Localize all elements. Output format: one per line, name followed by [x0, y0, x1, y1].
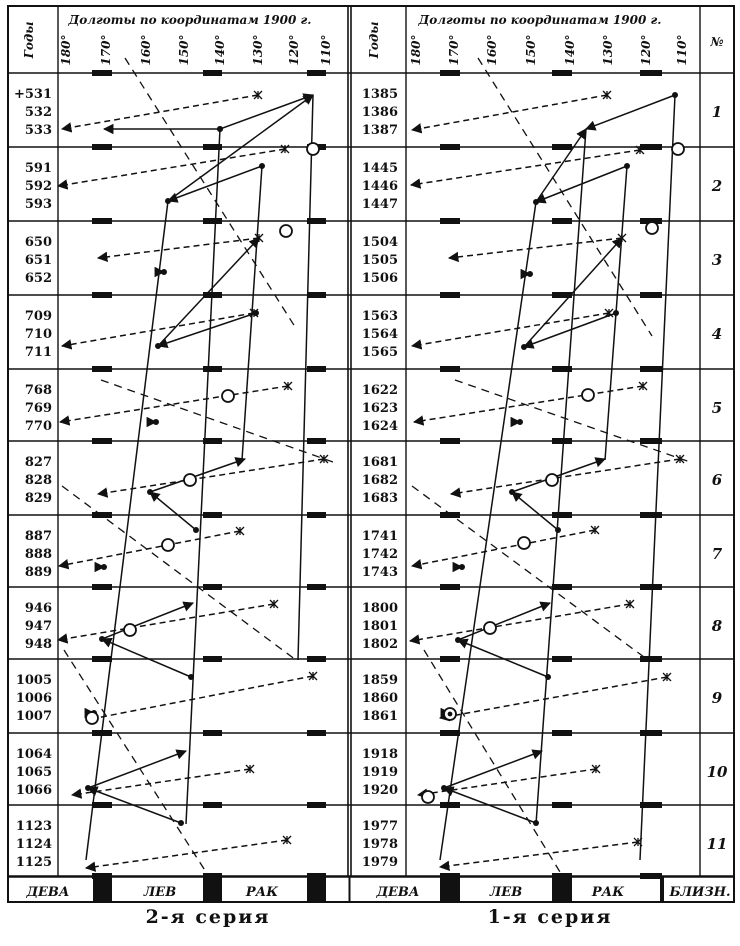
sign-boundary-mark — [440, 512, 460, 518]
year-label-right: 1565 — [361, 345, 398, 360]
year-label-right: 1742 — [361, 547, 398, 562]
sign-boundary-mark — [440, 366, 460, 372]
year-label-right: 1504 — [361, 235, 398, 250]
open-circle-marker — [518, 537, 530, 549]
sign-boundary-mark — [552, 70, 572, 76]
node-dot — [527, 271, 533, 277]
open-circle-marker — [184, 474, 196, 486]
node-dot — [153, 419, 159, 425]
sign-boundary-mark — [440, 656, 460, 662]
zodiac-label-right: РАК — [591, 885, 625, 900]
sign-boundary-mark — [307, 802, 326, 808]
open-circle-marker — [582, 389, 594, 401]
year-label-right: 1446 — [361, 179, 398, 194]
tick-label-right: 120° — [639, 34, 653, 66]
solid-eclipse-path — [444, 751, 542, 788]
sign-boundary-mark — [307, 512, 326, 518]
sign-boundary-mark — [203, 218, 222, 224]
diagonal-guide — [62, 486, 296, 660]
year-label-left: 1005 — [15, 673, 52, 688]
year-label-left: 1065 — [15, 765, 52, 780]
sign-boundary-mark — [203, 656, 222, 662]
year-label-right: 1445 — [361, 161, 398, 176]
series-caption-1: 1-я серия — [487, 906, 613, 928]
dashed-eclipse-path — [412, 95, 607, 130]
node-dot — [517, 419, 523, 425]
row-number: 2 — [711, 177, 723, 195]
year-label-right: 1505 — [361, 253, 398, 268]
solid-eclipse-path — [102, 639, 191, 677]
node-dot — [555, 527, 561, 533]
sign-boundary-mark — [440, 218, 460, 224]
sign-boundary-mark — [640, 512, 662, 518]
tick-label-right: 180° — [409, 34, 423, 66]
sign-boundary-mark — [552, 438, 572, 444]
year-label-right: 1977 — [361, 819, 398, 834]
center-dot — [614, 311, 619, 316]
tick-label-right: 110° — [675, 34, 689, 66]
tick-label-right: 130° — [601, 34, 615, 66]
year-label-right: 1741 — [361, 529, 398, 544]
row-number: 6 — [711, 471, 723, 489]
solid-eclipse-path — [168, 95, 313, 201]
node-dot — [624, 163, 630, 169]
sign-boundary-mark — [92, 584, 112, 590]
dashed-eclipse-path — [98, 459, 324, 494]
dashed-eclipse-path — [58, 149, 285, 186]
solid-eclipse-path — [524, 238, 622, 347]
node-dot — [459, 564, 465, 570]
dashed-eclipse-path — [411, 150, 640, 185]
year-label-left: 888 — [24, 547, 52, 562]
row-number: 4 — [711, 325, 723, 343]
year-label-right: 1859 — [361, 673, 398, 688]
sign-boundary-mark — [307, 366, 326, 372]
dashed-eclipse-path — [72, 769, 250, 795]
dashed-eclipse-path — [60, 386, 288, 422]
years-header-right: Годы — [367, 21, 381, 59]
year-label-right: 1919 — [361, 765, 398, 780]
year-label-left: 768 — [24, 383, 52, 398]
solid-eclipse-path — [586, 95, 675, 129]
year-label-right: 1624 — [361, 419, 398, 434]
sign-boundary-mark — [92, 366, 112, 372]
year-label-right: 1682 — [361, 473, 398, 488]
sign-boundary-mark — [307, 70, 326, 76]
dashed-eclipse-path — [86, 840, 287, 868]
sign-boundary-mark — [640, 366, 662, 372]
node-dot — [178, 820, 184, 826]
solid-eclipse-path — [458, 603, 550, 640]
year-label-right: 1978 — [361, 837, 398, 852]
sign-boundary-mark — [307, 438, 326, 444]
year-label-left: 533 — [24, 123, 52, 138]
row-number: 7 — [711, 545, 723, 563]
sign-boundary-mark — [640, 873, 662, 879]
longitude-header-right: Долготы по координатам 1900 г. — [418, 13, 662, 27]
year-label-left: 592 — [24, 179, 52, 194]
dashed-eclipse-path — [98, 238, 259, 258]
sign-boundary-mark — [307, 292, 326, 298]
center-dot — [448, 712, 453, 717]
vertical-connector — [440, 202, 536, 860]
solid-eclipse-path — [220, 95, 313, 129]
sign-boundary-mark — [440, 730, 460, 736]
years-header-left: Годы — [22, 21, 36, 59]
tick-label-right: 140° — [563, 34, 577, 66]
year-label-left: 1006 — [15, 691, 52, 706]
year-label-left: 827 — [24, 455, 52, 470]
solid-eclipse-path — [512, 492, 558, 530]
zodiac-label-right: ДЕВА — [376, 885, 420, 900]
year-label-left: 947 — [24, 619, 52, 634]
year-label-right: 1918 — [361, 747, 398, 762]
zodiac-label-right: ЛЕВ — [489, 885, 523, 900]
diagonal-guide — [424, 650, 560, 872]
year-label-right: 1681 — [361, 455, 398, 470]
year-label-right: 1564 — [361, 327, 398, 342]
sign-boundary-mark — [440, 438, 460, 444]
sign-boundary-mark — [203, 70, 222, 76]
year-label-right: 1683 — [361, 491, 398, 506]
year-label-right: 1623 — [361, 401, 398, 416]
tick-label-right: 170° — [447, 34, 461, 66]
node-dot — [259, 163, 265, 169]
year-label-left: 828 — [24, 473, 52, 488]
year-label-left: 651 — [24, 253, 52, 268]
open-circle-marker — [86, 712, 98, 724]
sign-boundary-mark — [92, 438, 112, 444]
sign-boundary-mark — [640, 292, 662, 298]
sign-boundary-mark — [440, 144, 460, 150]
open-circle-marker — [280, 225, 292, 237]
sign-boundary-mark — [92, 218, 112, 224]
tick-label-left: 110° — [319, 34, 333, 66]
tick-label-left: 180° — [59, 34, 73, 66]
zodiac-boundary-block — [203, 877, 222, 902]
dashed-eclipse-path — [440, 677, 667, 718]
year-label-left: 532 — [24, 105, 52, 120]
sign-boundary-mark — [552, 802, 572, 808]
open-circle-marker — [546, 474, 558, 486]
node-dot — [161, 269, 167, 275]
year-label-left: 593 — [24, 197, 52, 212]
diagonal-guide — [412, 486, 648, 660]
year-label-right: 1743 — [361, 565, 398, 580]
dashed-eclipse-path — [59, 531, 240, 566]
sign-boundary-mark — [203, 584, 222, 590]
year-label-left: 1124 — [15, 837, 52, 852]
year-label-right: 1861 — [361, 709, 398, 724]
year-label-right: 1800 — [361, 601, 398, 616]
open-circle-marker — [484, 622, 496, 634]
diagonal-guide — [455, 380, 690, 462]
sign-boundary-mark — [440, 802, 460, 808]
sign-boundary-mark — [640, 70, 662, 76]
year-labels — [14, 87, 398, 870]
tick-label-left: 170° — [99, 34, 113, 66]
year-label-left: 946 — [24, 601, 52, 616]
year-label-right: 1386 — [361, 105, 398, 120]
row-numbers — [707, 103, 728, 853]
sign-boundary-mark — [552, 584, 572, 590]
vertical-connector — [298, 95, 313, 660]
zodiac-label-right: БЛИЗН. — [669, 885, 731, 900]
open-circle-marker — [162, 539, 174, 551]
year-label-left: 889 — [24, 565, 52, 580]
dashed-eclipse-path — [440, 842, 638, 867]
zodiac-boundary-block — [93, 877, 112, 902]
row-number: 9 — [711, 689, 723, 707]
sign-boundary-mark — [440, 584, 460, 590]
solid-eclipse-path — [158, 238, 259, 346]
node-dot — [188, 674, 194, 680]
sign-boundary-mark — [440, 70, 460, 76]
sign-boundary-mark — [640, 730, 662, 736]
node-dot — [533, 820, 539, 826]
year-label-right: 1506 — [361, 271, 398, 286]
row-number: 3 — [711, 251, 723, 269]
row-number: 5 — [711, 399, 723, 417]
sign-boundary-mark — [92, 656, 112, 662]
open-circle-marker — [222, 390, 234, 402]
open-circle-marker — [646, 222, 658, 234]
solid-eclipse-path — [88, 751, 186, 788]
zodiac-label-left: ДЕВА — [26, 885, 70, 900]
open-circle-marker — [307, 143, 319, 155]
sign-boundary-mark — [440, 292, 460, 298]
number-header: № — [710, 35, 724, 49]
sign-boundary-mark — [552, 512, 572, 518]
sign-boundary-mark — [203, 512, 222, 518]
column-headers — [22, 13, 724, 59]
zodiac-label-left: РАК — [245, 885, 279, 900]
year-label-right: 1385 — [361, 87, 398, 102]
solid-eclipse-path — [150, 492, 196, 530]
year-label-left: 711 — [24, 345, 52, 360]
row-number: 1 — [711, 103, 723, 121]
sign-boundary-mark — [307, 656, 326, 662]
node-dot — [101, 564, 107, 570]
row-number: 11 — [706, 835, 728, 853]
year-label-left: 829 — [24, 491, 52, 506]
sign-boundary-mark — [552, 144, 572, 150]
sign-boundary-mark — [552, 218, 572, 224]
vertical-connector — [86, 201, 168, 860]
sign-boundary-mark — [92, 292, 112, 298]
year-label-right: 1387 — [361, 123, 398, 138]
zodiac-boundary-block — [660, 877, 664, 902]
year-label-right: 1860 — [361, 691, 398, 706]
year-label-right: 1801 — [361, 619, 398, 634]
sign-boundary-mark — [203, 730, 222, 736]
year-label-left: 650 — [24, 235, 52, 250]
node-dot — [672, 92, 678, 98]
dashed-eclipse-path — [451, 459, 680, 494]
tick-label-left: 140° — [213, 34, 227, 66]
year-label-left: 769 — [24, 401, 52, 416]
dashed-eclipse-path — [62, 95, 258, 129]
zodiac-bar — [25, 877, 730, 902]
sign-boundary-mark — [203, 438, 222, 444]
year-label-left: 652 — [24, 271, 52, 286]
tick-label-left: 160° — [139, 34, 153, 66]
dashed-eclipse-path — [412, 313, 609, 346]
year-label-left: 770 — [24, 419, 52, 434]
node-dot — [545, 674, 551, 680]
year-label-left: 1007 — [15, 709, 52, 724]
sign-boundary-mark — [640, 584, 662, 590]
sign-boundary-mark — [552, 730, 572, 736]
dashed-eclipse-path — [449, 238, 622, 258]
diagonal-guide — [101, 380, 333, 462]
solid-eclipse-path — [150, 459, 245, 492]
sign-boundary-mark — [203, 366, 222, 372]
year-label-right: 1920 — [361, 783, 398, 798]
tick-label-right: 150° — [524, 34, 538, 66]
longitude-header-left: Долготы по координатам 1900 г. — [68, 13, 312, 27]
dashed-eclipse-path — [58, 604, 274, 640]
node-dot — [193, 527, 199, 533]
tick-label-left: 130° — [251, 34, 265, 66]
dashed-eclipse-path — [62, 313, 254, 346]
sign-boundary-mark — [203, 802, 222, 808]
series-caption-2: 2-я серия — [145, 906, 271, 928]
dashed-eclipse-path — [412, 530, 595, 566]
year-label-left: 1064 — [15, 747, 52, 762]
year-label-left: 710 — [24, 327, 52, 342]
sign-boundary-mark — [307, 584, 326, 590]
year-label-left: 1066 — [15, 783, 52, 798]
zodiac-label-left: ЛЕВ — [143, 885, 177, 900]
sign-boundary-mark — [307, 730, 326, 736]
tick-label-left: 120° — [287, 34, 301, 66]
zodiac-boundary-block — [440, 877, 460, 902]
year-label-right: 1802 — [361, 637, 398, 652]
year-label-left: 1125 — [15, 855, 52, 870]
year-label-left: 709 — [24, 309, 52, 324]
year-label-right: 1622 — [361, 383, 398, 398]
row-number: 8 — [711, 617, 723, 635]
zodiac-boundary-block — [307, 877, 326, 902]
solid-eclipse-path — [512, 459, 605, 492]
year-label-right: 1563 — [361, 309, 398, 324]
open-circle-marker — [124, 624, 136, 636]
year-label-right: 1447 — [361, 197, 398, 212]
sign-boundary-mark — [92, 802, 112, 808]
sign-boundary-mark — [92, 144, 112, 150]
dashed-eclipse-path — [86, 676, 313, 720]
row-number: 10 — [706, 763, 728, 781]
diagonal-guide — [64, 650, 206, 872]
zodiac-boundary-block — [552, 877, 572, 902]
year-label-left: 591 — [24, 161, 52, 176]
solid-eclipse-path — [168, 166, 262, 201]
year-label-left: 887 — [24, 529, 52, 544]
center-dot — [252, 311, 257, 316]
tick-label-left: 150° — [177, 34, 191, 66]
open-circle-marker — [672, 143, 684, 155]
sign-boundary-mark — [92, 70, 112, 76]
year-label-right: 1979 — [361, 855, 398, 870]
year-label-left: 1123 — [15, 819, 52, 834]
tick-label-right: 160° — [485, 34, 499, 66]
node-dot — [217, 126, 223, 132]
sign-boundary-mark — [552, 656, 572, 662]
vertical-connector — [640, 95, 675, 860]
open-circle-marker — [422, 791, 434, 803]
year-label-left: 948 — [24, 637, 52, 652]
year-label-left: +531 — [13, 87, 52, 102]
dashed-eclipse-path — [418, 769, 596, 795]
